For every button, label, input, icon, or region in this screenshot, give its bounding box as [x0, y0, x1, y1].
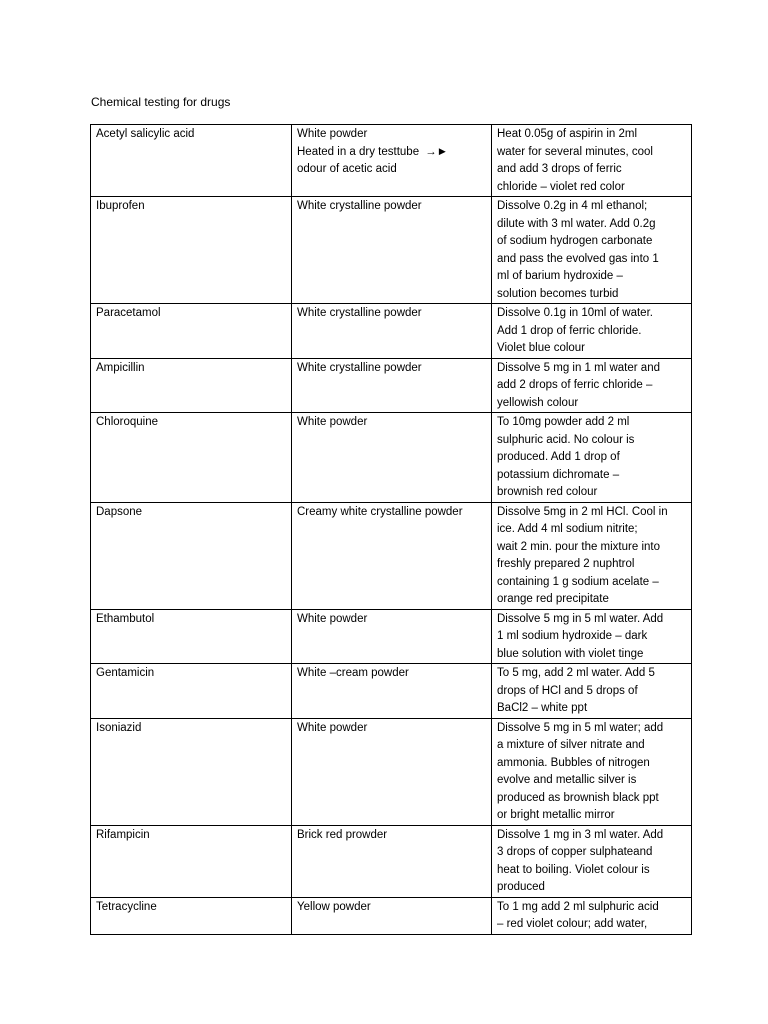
description-cell — [292, 502, 492, 609]
description-cell — [292, 664, 492, 719]
description-line: White powder — [297, 128, 368, 140]
test-line: BaCl2 – white ppt — [497, 702, 588, 714]
drug-name-cell — [91, 125, 292, 197]
test-cell — [492, 897, 692, 934]
test-line: of sodium hydrogen carbonate — [497, 235, 653, 247]
drug-name-cell — [91, 358, 292, 413]
arrow-icon: →► — [425, 145, 448, 158]
description-line: Heated in a dry testtube — [297, 145, 420, 158]
test-line: produced. Add 1 drop of — [497, 451, 620, 463]
drug-name: Gentamicin — [96, 667, 155, 679]
table-row — [91, 664, 692, 719]
drug-name: Ethambutol — [96, 612, 155, 625]
test-cell — [492, 664, 692, 719]
test-cell — [492, 358, 692, 413]
test-line: chloride – violet red color — [497, 180, 625, 193]
test-line: or bright metallic mirror — [497, 809, 615, 821]
drug-name-cell — [91, 897, 292, 934]
test-line: Dissolve 0.1g in 10ml of water. — [497, 307, 653, 319]
drug-name-cell — [91, 197, 292, 304]
table-row — [91, 304, 692, 359]
test-line: To 1 mg add 2 ml sulphuric acid — [497, 900, 659, 913]
test-line: Dissolve 5 mg in 1 ml water and — [497, 361, 660, 374]
test-line: produced as brownish black ppt — [497, 791, 659, 804]
drug-name: Isoniazid — [96, 721, 142, 734]
description-line: Brick red prowder — [297, 828, 388, 841]
drug-name-cell — [91, 609, 292, 664]
test-line: potassium dichromate – — [497, 468, 620, 481]
description-line: White crystalline powder — [297, 307, 422, 319]
description-cell — [292, 897, 492, 934]
test-line: add 2 drops of ferric chloride – — [497, 379, 653, 391]
drug-name: Ampicillin — [96, 361, 145, 374]
test-line: To 5 mg, add 2 ml water. Add 5 — [497, 667, 655, 679]
test-cell — [492, 197, 692, 304]
description-line: White powder — [297, 721, 368, 734]
drug-name-cell — [91, 413, 292, 503]
description-line: Creamy white crystalline powder — [297, 505, 463, 518]
test-line: brownish red colour — [497, 486, 598, 498]
description-line: Yellow powder — [297, 900, 371, 913]
drug-name-cell — [91, 825, 292, 897]
description-cell — [292, 358, 492, 413]
description-cell — [292, 609, 492, 664]
test-line: and pass the evolved gas into 1 — [497, 252, 659, 265]
test-line: Violet blue colour — [497, 342, 586, 354]
test-line: To 10mg powder add 2 ml — [497, 416, 630, 428]
drug-name: Rifampicin — [96, 828, 150, 841]
test-line: sulphuric acid. No colour is — [497, 433, 635, 446]
test-line: and add 3 drops of ferric — [497, 163, 622, 175]
test-line: heat to boiling. Violet colour is — [497, 863, 650, 876]
drug-name: Dapsone — [96, 505, 143, 518]
test-line: dilute with 3 ml water. Add 0.2g — [497, 217, 656, 230]
test-line: Dissolve 5 mg in 5 ml water; add — [497, 721, 664, 734]
test-line: a mixture of silver nitrate and — [497, 739, 645, 751]
test-line: ammonia. Bubbles of nitrogen — [497, 756, 650, 769]
drug-name: Acetyl salicylic acid — [96, 128, 195, 140]
test-line: water for several minutes, cool — [497, 145, 653, 158]
test-line: Dissolve 5mg in 2 ml HCl. Cool in — [497, 505, 668, 518]
table-row — [91, 825, 692, 897]
test-line: 3 drops of copper sulphateand — [497, 846, 653, 858]
test-line: Dissolve 1 mg in 3 ml water. Add — [497, 828, 664, 841]
test-line: orange red precipitate — [497, 593, 609, 605]
drug-name: Chloroquine — [96, 416, 159, 428]
test-cell — [492, 609, 692, 664]
table-row — [91, 413, 692, 503]
test-line: Dissolve 0.2g in 4 ml ethanol; — [497, 200, 648, 212]
description-cell — [292, 413, 492, 503]
test-line: solution becomes turbid — [497, 287, 619, 300]
test-line: Heat 0.05g of aspirin in 2ml — [497, 128, 637, 140]
table-body — [91, 125, 692, 935]
drug-name-cell — [91, 664, 292, 719]
drug-name-cell — [91, 718, 292, 825]
drug-testing-table — [90, 124, 692, 935]
test-line: Dissolve 5 mg in 5 ml water. Add — [497, 612, 664, 625]
description-line: White powder — [297, 612, 368, 625]
drug-name: Tetracycline — [96, 900, 157, 913]
drug-name: Paracetamol — [96, 307, 161, 319]
drug-name-cell — [91, 304, 292, 359]
test-line: containing 1 g sodium acelate – — [497, 575, 659, 588]
description-line: White crystalline powder — [297, 361, 422, 374]
table-row — [91, 718, 692, 825]
test-line: produced — [497, 881, 545, 893]
test-cell — [492, 304, 692, 359]
test-line: drops of HCl and 5 drops of — [497, 684, 638, 697]
table-row — [91, 609, 692, 664]
description-line: odour of acetic acid — [297, 163, 397, 175]
table-row — [91, 502, 692, 609]
test-line: – red violet colour; add water, — [497, 918, 648, 930]
table-row — [91, 358, 692, 413]
description-cell — [292, 197, 492, 304]
table-row — [91, 125, 692, 197]
test-line: wait 2 min. pour the mixture into — [497, 540, 660, 553]
test-cell — [492, 825, 692, 897]
test-cell — [492, 718, 692, 825]
test-line: freshly prepared 2 nuphtrol — [497, 558, 635, 570]
test-line: 1 ml sodium hydroxide – dark — [497, 630, 648, 642]
test-line: evolve and metallic silver is — [497, 774, 637, 786]
table-row — [91, 197, 692, 304]
description-line: White –cream powder — [297, 667, 409, 679]
test-cell — [492, 125, 692, 197]
description-cell — [292, 125, 492, 197]
test-cell — [492, 413, 692, 503]
description-line: White crystalline powder — [297, 200, 422, 212]
document-title: Chemical testing for drugs — [91, 95, 231, 109]
table-row — [91, 897, 692, 934]
test-line: ml of barium hydroxide – — [497, 270, 623, 282]
test-line: blue solution with violet tinge — [497, 647, 644, 660]
description-cell — [292, 825, 492, 897]
test-line: Add 1 drop of ferric chloride. — [497, 324, 642, 337]
description-cell — [292, 304, 492, 359]
test-cell — [492, 502, 692, 609]
drug-name: Ibuprofen — [96, 200, 145, 212]
description-line-with-arrow — [297, 144, 486, 162]
description-cell — [292, 718, 492, 825]
test-line: yellowish colour — [497, 396, 579, 409]
description-line: White powder — [297, 416, 368, 428]
drug-name-cell — [91, 502, 292, 609]
test-line: ice. Add 4 ml sodium nitrite; — [497, 523, 638, 535]
